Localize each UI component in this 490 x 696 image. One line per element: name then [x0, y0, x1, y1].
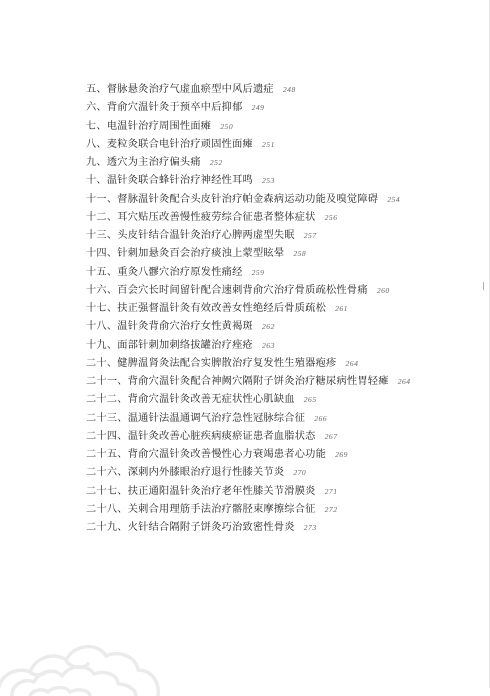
- toc-entry-title: 十、温针灸联合蜂针治疗神经性耳鸣: [86, 175, 253, 187]
- toc-entry[interactable]: [86, 136, 486, 154]
- toc-entry[interactable]: [86, 99, 486, 117]
- toc-entry-page: 262: [262, 322, 275, 332]
- toc-entry-page: 249: [251, 103, 265, 113]
- toc-entry-page: 252: [209, 158, 223, 167]
- toc-entry[interactable]: [86, 391, 486, 409]
- toc-entry-page: 260: [376, 285, 390, 295]
- toc-entry-page: 271: [324, 486, 338, 496]
- toc-entry[interactable]: [86, 428, 486, 446]
- toc-entry-page: 259: [251, 267, 265, 277]
- toc-entry-title: 二十五、背俞穴温针灸改善慢性心力衰竭患者心功能: [86, 449, 327, 460]
- toc-entry[interactable]: [86, 355, 486, 373]
- toc-entry[interactable]: [86, 81, 486, 99]
- toc-entry-page: 273: [303, 523, 317, 532]
- toc-entry-title: 十二、耳穴贴压改善慢性疲劳综合征患者整体症状: [86, 211, 316, 223]
- toc-entry-title: 六、背俞穴温针灸于预卒中后抑郁: [86, 102, 243, 114]
- toc-entry-page: 258: [293, 249, 307, 259]
- toc-entry-title: 二十九、火针结合隔附子饼灸巧治致密性骨炎: [86, 522, 295, 533]
- toc-entry[interactable]: [86, 300, 486, 318]
- toc-entry[interactable]: [86, 245, 486, 263]
- toc-entry-title: 七、电温针治疗周围性面瘫: [86, 120, 212, 132]
- toc-entry[interactable]: [86, 501, 486, 519]
- toc-entry[interactable]: [86, 191, 486, 209]
- toc-entry-title: 五、督脉悬灸治疗气虚血瘀型中风后遗症: [86, 84, 274, 95]
- toc-entry[interactable]: [86, 446, 486, 464]
- toc-entry-title: 二十二、背俞穴温针灸改善无症状性心肌缺血: [86, 394, 295, 406]
- toc-entry-page: 263: [262, 340, 275, 350]
- toc-entry-title: 十九、面部针刺加刺络拔罐治疗痤疮: [86, 339, 253, 351]
- toc-entry-title: 二十、健脾温肾灸法配合实脾散治疗复发性生殖器疱疹: [86, 357, 337, 369]
- toc-entry-title: 十八、温针灸背俞穴治疗女性黄褐斑: [86, 321, 253, 333]
- toc-entry-page: 254: [387, 194, 401, 204]
- toc-entry-page: 267: [324, 431, 338, 441]
- toc-entry-page: 265: [303, 395, 317, 405]
- decorative-cloud-ornament: [0, 610, 166, 696]
- toc-entry[interactable]: [86, 410, 486, 428]
- toc-entry-page: 251: [262, 139, 275, 149]
- table-of-contents: [86, 81, 486, 537]
- toc-entry-page: 270: [293, 468, 307, 478]
- toc-entry-page: 256: [324, 212, 338, 222]
- toc-entry[interactable]: [86, 264, 486, 282]
- toc-entry-page: 257: [303, 231, 317, 240]
- toc-entry-page: 253: [262, 176, 275, 186]
- toc-entry-title: 十一、督脉温针灸配合头皮针治疗帕金森病运动功能及嗅觉障碍: [86, 193, 379, 205]
- toc-entry[interactable]: [86, 337, 486, 355]
- toc-entry[interactable]: [86, 172, 486, 190]
- toc-entry-title: 二十六、深刺内外膝眼治疗退行性膝关节炎: [86, 467, 285, 479]
- toc-entry[interactable]: [86, 209, 486, 227]
- toc-entry-page: 248: [282, 85, 296, 94]
- toc-entry-title: 二十三、温通针法温通调气治疗急性冠脉综合征: [86, 412, 306, 424]
- toc-entry-title: 十六、百会穴长时间留针配合速刺背俞穴治疗骨质疏松性骨痛: [86, 284, 368, 296]
- toc-entry[interactable]: [86, 464, 486, 482]
- toc-entry[interactable]: [86, 519, 486, 537]
- toc-entry[interactable]: [86, 318, 486, 336]
- toc-entry[interactable]: [86, 483, 486, 501]
- toc-entry[interactable]: [86, 154, 486, 172]
- toc-entry[interactable]: [86, 373, 486, 391]
- toc-entry[interactable]: [86, 118, 486, 136]
- toc-entry-title: 九、透穴为主治疗偏头痛: [86, 157, 201, 168]
- toc-entry-page: 250: [220, 121, 234, 131]
- toc-entry-page: 266: [314, 413, 328, 423]
- toc-entry-page: 264: [345, 358, 359, 368]
- toc-entry[interactable]: [86, 282, 486, 300]
- toc-entry-title: 十五、重灸八髎穴治疗原发性痛经: [86, 266, 243, 278]
- toc-entry-page: 272: [324, 504, 338, 514]
- toc-entry-title: 二十七、扶正通阳温针灸治疗老年性膝关节滑膜炎: [86, 485, 316, 497]
- toc-entry-title: 八、麦粒灸联合电针治疗顽固性面瘫: [86, 138, 253, 150]
- toc-entry-title: 十四、针刺加悬灸百会治疗痰浊上蒙型眩晕: [86, 248, 285, 260]
- toc-entry[interactable]: [86, 227, 486, 245]
- toc-entry-title: 二十四、温针灸改善心脏疾病痰瘀证患者血脂状态: [86, 430, 316, 442]
- cloud-ornament-strokes: [0, 647, 158, 696]
- toc-entry-page: 264: [397, 377, 411, 386]
- toc-entry-title: 十七、扶正强督温针灸有效改善女性绝经后骨质疏松: [86, 303, 327, 314]
- toc-entry-title: 二十一、背俞穴温针灸配合神阙穴隔附子饼灸治疗糖尿病性胃轻瘫: [86, 376, 389, 387]
- toc-entry-page: 269: [335, 450, 348, 459]
- toc-entry-title: 二十八、关刺合用理筋手法治疗髂胫束摩擦综合征: [86, 503, 316, 515]
- toc-entry-title: 十三、头皮针结合温针灸治疗心脾两虚型失眠: [86, 230, 295, 241]
- toc-entry-page: 261: [335, 304, 348, 313]
